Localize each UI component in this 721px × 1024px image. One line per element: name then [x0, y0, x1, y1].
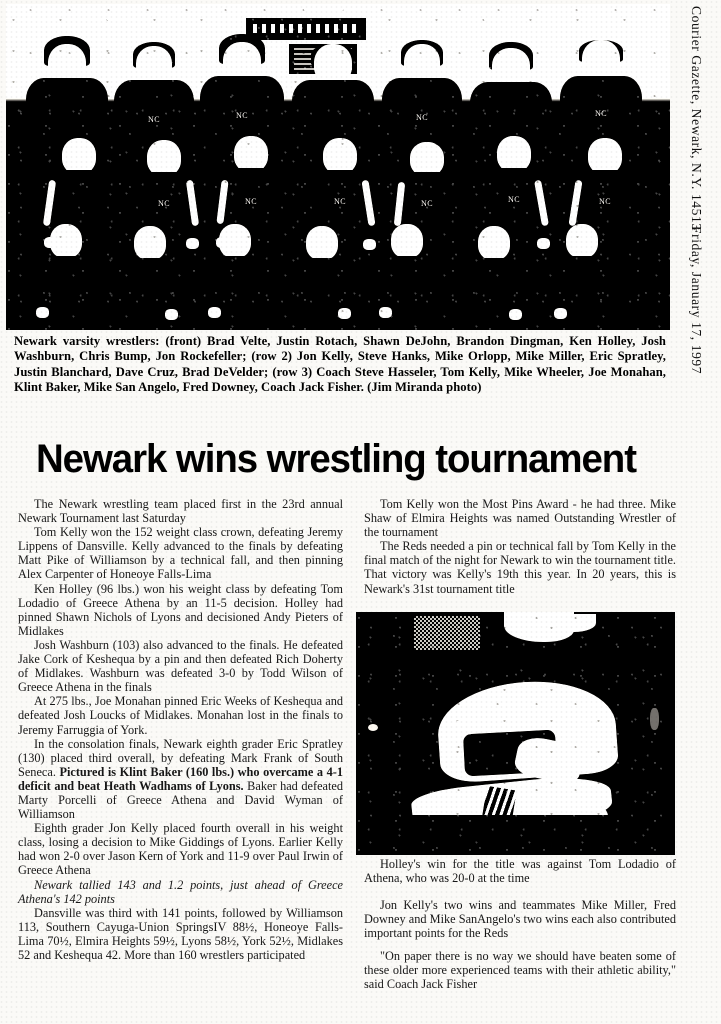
wrestler-figure: NC — [558, 24, 644, 176]
paragraph: Jon Kelly's two wins and teammates Mike Miller, Fred Downey and Mike SanAngelo's two wins each also contributed important points for the Reds — [364, 898, 676, 941]
wrestler-figure: NC — [476, 126, 552, 254]
wrestler-figure — [458, 218, 530, 330]
caption-text: Holley's win for the title was against Tom Lodadio of Athena, who was 20-0 at the time — [364, 857, 676, 886]
paragraph-text-b: Baker had defeated Marty Porcelli of Greece Athena and David Wyman of Williamson — [18, 778, 344, 822]
action-photo-caption — [364, 857, 676, 885]
paragraph: At 275 lbs., Joe Monahan pinned Eric Weeks of Keshequa and defeated Josh Loucks of Midlakes. Monahan lost in the finals to Jeremy Farruggia of York. — [18, 694, 343, 737]
paragraph-italic — [18, 878, 343, 906]
action-photo — [356, 612, 675, 855]
paragraph: Tom Kelly won the 152 weight class crown, defeating Jeremy Lippens of Dansville. Kelly advanced to the finals by defeating Matt Pike of Williamson by a technical fall, and then pinning Alex Carpenter of Honeoye Falls-Lima — [18, 525, 343, 582]
wrestler-figure: NC — [302, 128, 378, 254]
paragraph: The Reds needed a pin or technical fall by Tom Kelly in the final match of the night for Newark to win the tournament title. That victory was Kelly's 19th this year. In 20 years, this is Newark's 31st tournament title — [364, 539, 676, 596]
team-photo-caption: Newark varsity wrestlers: (front) Brad Velte, Justin Rotach, Shawn DeJohn, Brandon Dingman, Ken Holley, Josh Washburn, Chris Bump, Jon Rockefeller; (row 2) Jon Kelly, Steve Hanks, Mike Orlopp, Mike Miller, Eric Spratley, Justin Blanchard, Dave Cruz, Brad DeVelder; (row 3) Coach Steve Hasseler, Tom Kelly, Mike Wheeler, Joe Monahan, Klint Baker, Mike San Angelo, Fred Downey, Coach Jack Fisher. (Jim Miranda photo) — [14, 334, 666, 395]
paragraph: "On paper there is no way we should have beaten some of these older more experienced teams with their athletic ability," said Coach Jack Fisher — [364, 949, 676, 992]
photo-highlight — [650, 708, 659, 730]
photo-highlight — [368, 724, 378, 731]
publication-date: Friday, January 17, 1997 — [689, 226, 704, 375]
crowd-background — [356, 612, 675, 674]
publication-name: Courier Gazette, Newark, N.Y. 14513 — [689, 6, 704, 231]
article-right-column-lower — [364, 898, 676, 992]
wrestling-mat — [356, 815, 675, 855]
paragraph: Eighth grader Jon Kelly placed fourth overall in his weight class, losing a decision to Mike Giddings of Lyons. Earlier Kelly had won 2-0 over Jason Kern of York and 11-9 over Paul Irwin of Greece Athena — [18, 821, 343, 878]
wrestler-figure: NC — [112, 30, 196, 176]
wrestler-figure — [286, 218, 358, 330]
wrestler-figure: NC — [214, 126, 288, 254]
wrestler-head — [568, 704, 614, 748]
paragraph: Tom Kelly won the Most Pins Award - he had three. Mike Shaw of Elmira Heights was named Outstanding Wrestler of the tournament — [364, 497, 676, 540]
photo-row-front — [6, 200, 670, 330]
wrestler-figure: NC — [126, 130, 202, 254]
article-left-column — [18, 497, 343, 962]
crowd-blob — [552, 614, 596, 632]
wrestler-figure: NC — [390, 130, 464, 254]
paragraph: Ken Holley (96 lbs.) won his weight class by defeating Tom Lodadio of Greece Athena by an 11-5 decision. Holley had pinned Shawn Nichols of Lyons and decisioned Andy Pieters of Midlakes — [18, 581, 343, 638]
paragraph-text-a: In the consolation finals, Newark eighth grader Eric Spratley (130) placed third overall, by defeating Mark Frank of South Seneca. — [18, 736, 343, 779]
wrestler-figure: NC — [198, 24, 286, 176]
wrestler-figure — [30, 216, 102, 330]
page-headline: Newark wins wrestling tournament — [36, 437, 636, 481]
paragraph: The Newark wrestling team placed first in the 23rd annual Newark Tournament last Saturday — [18, 497, 343, 526]
paragraph: Josh Washburn (103) also advanced to the finals. He defeated Jake Cork of Keshequa by a pin and then defeated Rich Doherty of Midlakes. Washburn was defeated 3-0 by Todd Wilson of Greece Athena in the finals — [18, 637, 343, 695]
masthead-rail — [674, 0, 721, 420]
wrestler-figure — [114, 218, 186, 330]
dark-area-left — [356, 672, 420, 790]
wrestler-figure: NC — [566, 128, 644, 254]
paragraph: Dansville was third with 141 points, followed by Williamson 113, Southern Cayuga-Union SpringsIV 88½, Honeoye Falls-Lima 70½, Elmira Heights 59½, Lyons 58½, York 52½, Midlakes 52 and Keshequa 42. More than 160 wrestlers participated — [18, 905, 343, 962]
article-right-column-upper — [364, 497, 676, 596]
wrestler-figure — [200, 216, 270, 330]
wrestler-figure — [546, 216, 618, 330]
paragraph-with-bold-insert — [18, 737, 343, 822]
bold-insert: Pictured is Klint Baker (160 lbs.) who overcame a 4-1 deficit and beat Heath Wadhams of Lyons. — [18, 764, 343, 793]
wrestler-figure: NC — [380, 26, 464, 176]
wrestler-figure — [372, 216, 442, 330]
italic-paragraph-text: Newark tallied 143 and 1.2 points, just ahead of Greece Athena's 142 points — [18, 877, 343, 906]
team-photo — [6, 4, 670, 330]
dark-area-right — [613, 670, 675, 800]
